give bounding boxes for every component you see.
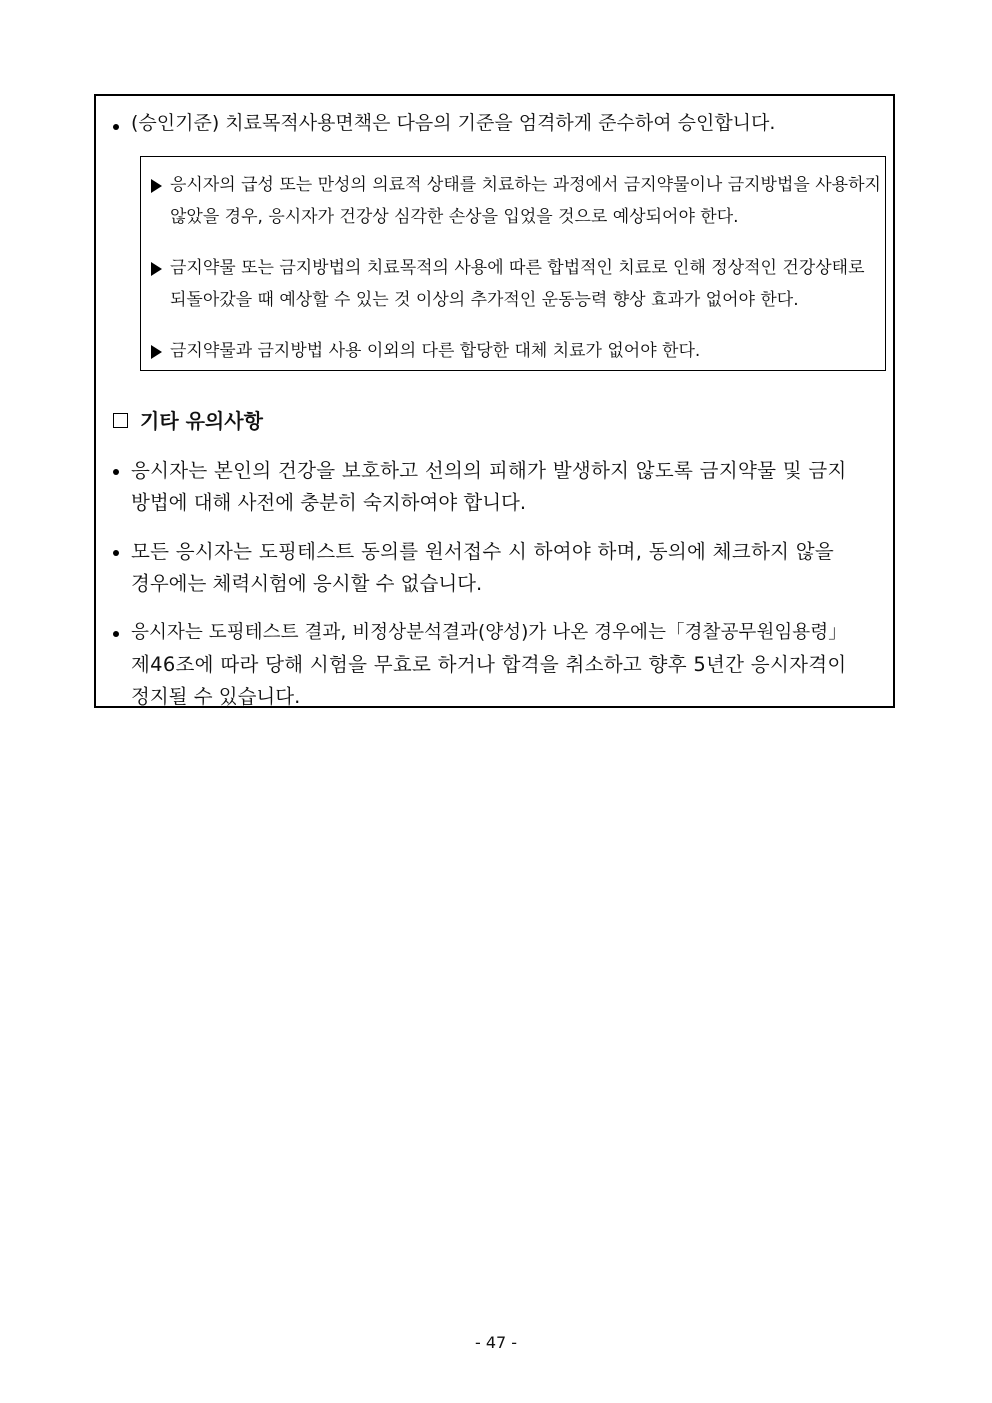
bullet-dot xyxy=(113,631,119,637)
note-3-line-1: 응시자는 도핑테스트 결과, 비정상분석결과(양성)가 나온 경우에는「경찰공무원임용령」 xyxy=(131,622,847,643)
empty-checkbox-icon xyxy=(113,413,128,428)
criteria-item-2-line-1: 금지약물 또는 금지방법의 치료목적의 사용에 따른 합법적인 치료로 인해 정상적인 건강상태로 xyxy=(170,258,865,278)
other-notes-heading: 기타 유의사항 xyxy=(140,409,263,433)
criteria-item-1-line-1: 응시자의 급성 또는 만성의 의료적 상태를 치료하는 과정에서 금지약물이나 금지방법을 사용하지 xyxy=(170,175,881,195)
criteria-item-2-line-2: 되돌아갔을 때 예상할 수 있는 것 이상의 추가적인 운동능력 향상 효과가 없어야 한다. xyxy=(170,290,799,310)
criteria-item-3-line-1: 금지약물과 금지방법 사용 이외의 다른 합당한 대체 치료가 없어야 한다. xyxy=(170,341,701,361)
note-2-line-2: 경우에는 체력시험에 응시할 수 없습니다. xyxy=(131,572,483,595)
triangle-bullet-icon xyxy=(151,345,162,359)
approval-criteria-intro: (승인기준) 치료목적사용면책은 다음의 기준을 엄격하게 준수하여 승인합니다. xyxy=(131,112,776,134)
triangle-bullet-icon xyxy=(151,262,162,276)
note-1-line-1: 응시자는 본인의 건강을 보호하고 선의의 피해가 발생하지 않도록 금지약물 및 금지 xyxy=(131,459,847,482)
page-number: - 47 - xyxy=(474,1333,518,1352)
triangle-bullet-icon xyxy=(151,179,162,193)
note-1-line-2: 방법에 대해 사전에 충분히 숙지하여야 합니다. xyxy=(131,491,527,514)
bullet-dot xyxy=(113,550,119,556)
note-3-line-3: 정지될 수 있습니다. xyxy=(131,685,301,708)
bullet-dot xyxy=(113,469,119,475)
bullet-dot xyxy=(113,124,119,130)
note-3-line-2: 제46조에 따라 당해 시험을 무효로 하거나 합격을 취소하고 향후 5년간 응시자격이 xyxy=(131,653,847,676)
criteria-item-1-line-2: 않았을 경우, 응시자가 건강상 심각한 손상을 입었을 것으로 예상되어야 한다. xyxy=(170,207,739,227)
note-2-line-1: 모든 응시자는 도핑테스트 동의를 원서접수 시 하여야 하며, 동의에 체크하지 않을 xyxy=(131,540,835,563)
